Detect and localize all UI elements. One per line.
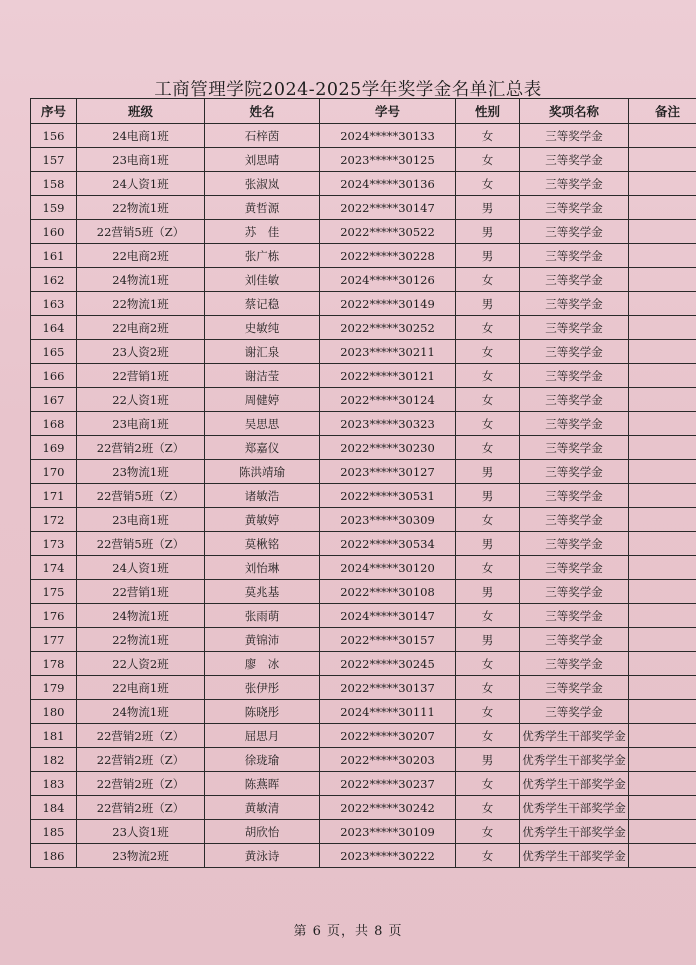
cell-name: 张广栋 [205,244,320,268]
cell-index: 175 [31,580,77,604]
cell-index: 165 [31,340,77,364]
cell-index: 158 [31,172,77,196]
cell-gender: 男 [456,292,520,316]
cell-name: 刘佳敏 [205,268,320,292]
cell-gender: 女 [456,364,520,388]
cell-remarks [629,676,696,700]
table-row [31,244,696,268]
cell-index: 157 [31,148,77,172]
table-row [31,292,696,316]
cell-class: 22营销2班（Z） [77,724,205,748]
cell-index: 159 [31,196,77,220]
cell-name: 苏 佳 [205,220,320,244]
cell-name: 徐珑瑜 [205,748,320,772]
cell-name: 胡欣怡 [205,820,320,844]
cell-gender: 女 [456,676,520,700]
cell-index: 168 [31,412,77,436]
cell-remarks [629,340,696,364]
cell-gender: 女 [456,412,520,436]
cell-gender: 男 [456,220,520,244]
cell-award: 三等奖学金 [520,220,629,244]
cell-name: 张淑岚 [205,172,320,196]
cell-remarks [629,388,696,412]
header-class: 班级 [77,99,205,124]
cell-class: 23电商1班 [77,148,205,172]
cell-student-id: 2022*****30242 [320,796,456,820]
cell-remarks [629,460,696,484]
cell-index: 164 [31,316,77,340]
header-award: 奖项名称 [520,99,629,124]
header-index: 序号 [31,99,77,124]
cell-class: 24物流1班 [77,268,205,292]
cell-award: 三等奖学金 [520,412,629,436]
cell-name: 莫兆基 [205,580,320,604]
cell-student-id: 2022*****30230 [320,436,456,460]
cell-remarks [629,628,696,652]
cell-class: 22营销2班（Z） [77,748,205,772]
cell-student-id: 2022*****30147 [320,196,456,220]
cell-class: 22营销5班（Z） [77,532,205,556]
cell-remarks [629,316,696,340]
cell-name: 谢洁莹 [205,364,320,388]
document-title: 工商管理学院2024-2025学年奖学金名单汇总表 [154,80,542,100]
table-row [31,316,696,340]
cell-class: 24电商1班 [77,124,205,148]
table-row [31,676,696,700]
cell-class: 24人资1班 [77,172,205,196]
cell-class: 22物流1班 [77,292,205,316]
cell-remarks [629,148,696,172]
cell-student-id: 2022*****30252 [320,316,456,340]
cell-student-id: 2023*****30125 [320,148,456,172]
cell-gender: 女 [456,316,520,340]
cell-remarks [629,196,696,220]
cell-student-id: 2023*****30109 [320,820,456,844]
cell-class: 22人资2班 [77,652,205,676]
cell-class: 23物流2班 [77,844,205,868]
table-row [31,196,696,220]
cell-award: 三等奖学金 [520,436,629,460]
table-row [31,532,696,556]
table-row [31,436,696,460]
cell-award: 三等奖学金 [520,604,629,628]
cell-award: 三等奖学金 [520,148,629,172]
cell-name: 陈洪靖瑜 [205,460,320,484]
cell-student-id: 2022*****30203 [320,748,456,772]
cell-class: 22电商2班 [77,316,205,340]
cell-gender: 女 [456,844,520,868]
cell-class: 23物流1班 [77,460,205,484]
cell-gender: 男 [456,748,520,772]
cell-gender: 女 [456,340,520,364]
cell-student-id: 2022*****30121 [320,364,456,388]
table-row [31,820,696,844]
cell-remarks [629,580,696,604]
cell-name: 石梓茵 [205,124,320,148]
table-row [31,364,696,388]
cell-student-id: 2024*****30136 [320,172,456,196]
cell-class: 22营销1班 [77,364,205,388]
cell-name: 黄锦沛 [205,628,320,652]
cell-name: 刘怡琳 [205,556,320,580]
cell-remarks [629,748,696,772]
cell-index: 179 [31,676,77,700]
cell-award: 三等奖学金 [520,532,629,556]
cell-remarks [629,796,696,820]
cell-class: 23电商1班 [77,412,205,436]
cell-index: 163 [31,292,77,316]
table-row [31,604,696,628]
cell-remarks [629,220,696,244]
cell-name: 黄泳诗 [205,844,320,868]
cell-award: 优秀学生干部奖学金 [520,748,629,772]
cell-award: 三等奖学金 [520,292,629,316]
cell-gender: 女 [456,772,520,796]
cell-student-id: 2022*****30157 [320,628,456,652]
cell-gender: 男 [456,196,520,220]
cell-name: 史敏纯 [205,316,320,340]
cell-award: 优秀学生干部奖学金 [520,820,629,844]
cell-student-id: 2022*****30228 [320,244,456,268]
table-row [31,172,696,196]
cell-gender: 女 [456,604,520,628]
cell-remarks [629,556,696,580]
cell-student-id: 2024*****30111 [320,700,456,724]
cell-index: 185 [31,820,77,844]
cell-remarks [629,772,696,796]
cell-student-id: 2022*****30534 [320,532,456,556]
cell-student-id: 2023*****30309 [320,508,456,532]
cell-student-id: 2022*****30237 [320,772,456,796]
cell-award: 三等奖学金 [520,700,629,724]
cell-name: 黄敏清 [205,796,320,820]
cell-name: 刘思晴 [205,148,320,172]
cell-class: 24人资1班 [77,556,205,580]
cell-remarks [629,244,696,268]
table-row [31,724,696,748]
cell-class: 22物流1班 [77,628,205,652]
cell-gender: 男 [456,460,520,484]
table-header-row [31,99,696,124]
cell-award: 三等奖学金 [520,508,629,532]
cell-class: 23电商1班 [77,508,205,532]
cell-award: 三等奖学金 [520,268,629,292]
table-row [31,220,696,244]
cell-index: 177 [31,628,77,652]
cell-class: 22物流1班 [77,196,205,220]
cell-remarks [629,724,696,748]
cell-remarks [629,268,696,292]
cell-name: 蔡记稳 [205,292,320,316]
cell-gender: 男 [456,628,520,652]
cell-student-id: 2022*****30149 [320,292,456,316]
cell-class: 24物流1班 [77,604,205,628]
cell-remarks [629,436,696,460]
cell-name: 诸敏浩 [205,484,320,508]
cell-name: 屈思月 [205,724,320,748]
cell-class: 22营销1班 [77,580,205,604]
cell-gender: 男 [456,484,520,508]
cell-name: 廖 冰 [205,652,320,676]
header-remarks: 备注 [629,99,696,124]
cell-remarks [629,652,696,676]
header-name: 姓名 [205,99,320,124]
cell-remarks [629,172,696,196]
table-row [31,580,696,604]
cell-award: 三等奖学金 [520,244,629,268]
cell-remarks [629,412,696,436]
cell-award: 优秀学生干部奖学金 [520,796,629,820]
cell-class: 23人资2班 [77,340,205,364]
cell-student-id: 2022*****30207 [320,724,456,748]
scholarship-table [30,98,696,868]
cell-remarks [629,604,696,628]
cell-award: 三等奖学金 [520,172,629,196]
cell-remarks [629,844,696,868]
header-student-id: 学号 [320,99,456,124]
cell-award: 三等奖学金 [520,124,629,148]
cell-award: 三等奖学金 [520,676,629,700]
table-row [31,508,696,532]
cell-class: 22营销5班（Z） [77,484,205,508]
table-row [31,652,696,676]
cell-name: 张伊彤 [205,676,320,700]
cell-name: 陈晓彤 [205,700,320,724]
cell-name: 陈燕晖 [205,772,320,796]
cell-remarks [629,364,696,388]
cell-name: 张雨萌 [205,604,320,628]
cell-name: 黄哲源 [205,196,320,220]
table-row [31,748,696,772]
cell-index: 173 [31,532,77,556]
table-row [31,484,696,508]
cell-student-id: 2022*****30108 [320,580,456,604]
cell-student-id: 2024*****30126 [320,268,456,292]
cell-gender: 女 [456,388,520,412]
cell-award: 三等奖学金 [520,628,629,652]
cell-index: 172 [31,508,77,532]
table-row [31,124,696,148]
cell-student-id: 2022*****30531 [320,484,456,508]
cell-remarks [629,292,696,316]
cell-gender: 女 [456,820,520,844]
cell-gender: 女 [456,556,520,580]
cell-student-id: 2024*****30120 [320,556,456,580]
cell-student-id: 2023*****30222 [320,844,456,868]
cell-award: 三等奖学金 [520,484,629,508]
cell-name: 黄敏婷 [205,508,320,532]
cell-gender: 男 [456,532,520,556]
cell-index: 160 [31,220,77,244]
cell-gender: 男 [456,244,520,268]
cell-remarks [629,700,696,724]
cell-index: 171 [31,484,77,508]
cell-award: 三等奖学金 [520,340,629,364]
cell-index: 178 [31,652,77,676]
cell-class: 23人资1班 [77,820,205,844]
cell-index: 181 [31,724,77,748]
table-row [31,340,696,364]
cell-index: 169 [31,436,77,460]
cell-class: 22营销2班（Z） [77,772,205,796]
cell-student-id: 2023*****30211 [320,340,456,364]
cell-gender: 女 [456,700,520,724]
table-row [31,556,696,580]
cell-remarks [629,484,696,508]
cell-class: 22电商1班 [77,676,205,700]
cell-name: 郑嘉仪 [205,436,320,460]
cell-class: 24物流1班 [77,700,205,724]
cell-award: 三等奖学金 [520,652,629,676]
table-row [31,460,696,484]
cell-remarks [629,532,696,556]
cell-class: 22电商2班 [77,244,205,268]
cell-student-id: 2022*****30245 [320,652,456,676]
cell-name: 吴思思 [205,412,320,436]
cell-class: 22营销2班（Z） [77,436,205,460]
cell-award: 三等奖学金 [520,364,629,388]
table-row [31,796,696,820]
cell-name: 莫楸铭 [205,532,320,556]
cell-index: 161 [31,244,77,268]
cell-gender: 女 [456,172,520,196]
cell-index: 182 [31,748,77,772]
page-footer: 第 6 页，共 8 页 [293,924,403,939]
table-row [31,148,696,172]
cell-award: 三等奖学金 [520,556,629,580]
cell-award: 三等奖学金 [520,388,629,412]
cell-gender: 女 [456,724,520,748]
cell-gender: 女 [456,796,520,820]
cell-index: 174 [31,556,77,580]
cell-gender: 女 [456,436,520,460]
cell-index: 183 [31,772,77,796]
cell-index: 170 [31,460,77,484]
cell-award: 优秀学生干部奖学金 [520,844,629,868]
cell-index: 162 [31,268,77,292]
cell-gender: 女 [456,652,520,676]
cell-gender: 女 [456,124,520,148]
cell-name: 周健婷 [205,388,320,412]
cell-gender: 女 [456,268,520,292]
cell-student-id: 2022*****30522 [320,220,456,244]
table-row [31,388,696,412]
cell-award: 三等奖学金 [520,580,629,604]
table-row [31,412,696,436]
cell-gender: 男 [456,580,520,604]
cell-class: 22人资1班 [77,388,205,412]
cell-award: 三等奖学金 [520,460,629,484]
cell-award: 优秀学生干部奖学金 [520,772,629,796]
cell-student-id: 2024*****30133 [320,124,456,148]
cell-student-id: 2024*****30147 [320,604,456,628]
cell-class: 22营销5班（Z） [77,220,205,244]
table-row [31,844,696,868]
cell-index: 184 [31,796,77,820]
cell-name: 谢汇泉 [205,340,320,364]
cell-student-id: 2022*****30124 [320,388,456,412]
cell-student-id: 2023*****30323 [320,412,456,436]
cell-award: 优秀学生干部奖学金 [520,724,629,748]
cell-index: 176 [31,604,77,628]
header-gender: 性别 [456,99,520,124]
cell-index: 166 [31,364,77,388]
cell-remarks [629,124,696,148]
cell-remarks [629,820,696,844]
table-row [31,772,696,796]
table-row [31,268,696,292]
cell-class: 22营销2班（Z） [77,796,205,820]
table-row [31,628,696,652]
cell-remarks [629,508,696,532]
cell-gender: 女 [456,148,520,172]
cell-index: 186 [31,844,77,868]
cell-student-id: 2022*****30137 [320,676,456,700]
cell-index: 167 [31,388,77,412]
cell-index: 156 [31,124,77,148]
cell-student-id: 2023*****30127 [320,460,456,484]
cell-award: 三等奖学金 [520,196,629,220]
table-row [31,700,696,724]
cell-index: 180 [31,700,77,724]
cell-award: 三等奖学金 [520,316,629,340]
cell-gender: 女 [456,508,520,532]
